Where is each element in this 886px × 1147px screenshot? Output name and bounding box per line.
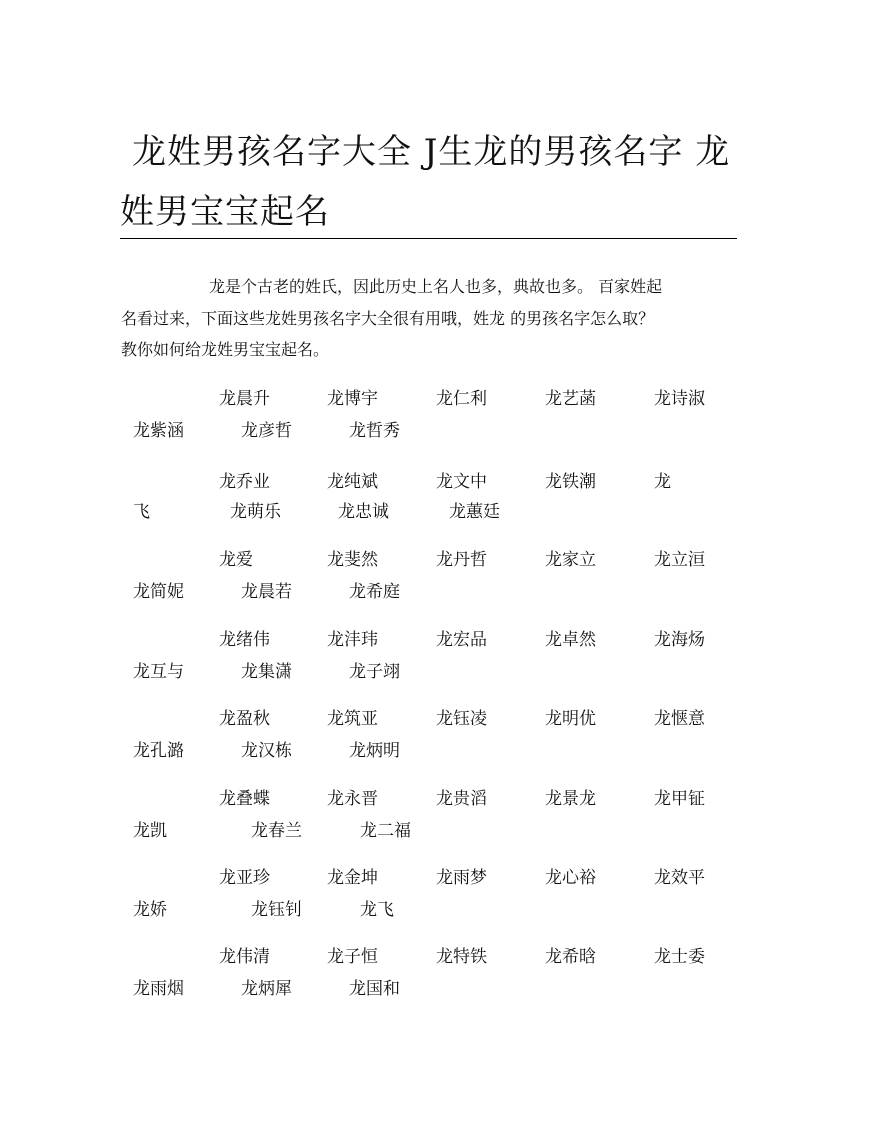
name-item: 龙钰钊 bbox=[251, 900, 302, 920]
name-item: 龙春兰 bbox=[251, 821, 302, 841]
name-item: 龙景龙 bbox=[545, 789, 596, 809]
name-row-secondary bbox=[0, 660, 886, 684]
name-item: 龙萌乐 bbox=[230, 502, 281, 522]
name-row-primary bbox=[0, 548, 886, 572]
name-item: 龙明优 bbox=[545, 709, 596, 729]
name-item: 龙斐然 bbox=[327, 550, 378, 570]
name-item: 龙晨升 bbox=[219, 389, 270, 409]
intro-paragraph bbox=[121, 271, 731, 366]
name-item: 龙娇 bbox=[133, 900, 167, 920]
name-item: 龙亚珍 bbox=[219, 868, 270, 888]
name-row-secondary bbox=[0, 580, 886, 604]
name-item: 龙纯斌 bbox=[327, 472, 378, 492]
name-row-primary bbox=[0, 387, 886, 411]
name-item: 龙诗淑 bbox=[654, 389, 705, 409]
name-item: 龙盈秋 bbox=[219, 709, 270, 729]
name-item: 龙蕙廷 bbox=[449, 502, 500, 522]
name-item: 龙立洹 bbox=[654, 550, 705, 570]
name-item: 龙沣玮 bbox=[327, 630, 378, 650]
name-item: 龙孔潞 bbox=[133, 741, 184, 761]
name-item: 龙叠蝶 bbox=[219, 789, 270, 809]
name-item: 龙互与 bbox=[133, 662, 184, 682]
name-item: 龙卓然 bbox=[545, 630, 596, 650]
title-line-1: 龙姓男孩名字大全 J生龙的男孩名字 龙 bbox=[132, 132, 731, 172]
name-item: 龙贵滔 bbox=[436, 789, 487, 809]
name-item: 龙紫涵 bbox=[133, 421, 184, 441]
name-item: 龙爱 bbox=[219, 550, 253, 570]
name-item: 龙 bbox=[654, 472, 671, 492]
name-item: 龙彦哲 bbox=[241, 421, 292, 441]
name-row-secondary bbox=[0, 819, 886, 843]
name-item: 龙汉栋 bbox=[241, 741, 292, 761]
name-item: 龙特铁 bbox=[436, 947, 487, 967]
name-item: 龙海炀 bbox=[654, 630, 705, 650]
name-item: 龙惬意 bbox=[654, 709, 705, 729]
name-row-primary bbox=[0, 945, 886, 969]
name-item: 龙伟清 bbox=[219, 947, 270, 967]
name-item: 龙丹哲 bbox=[436, 550, 487, 570]
name-item: 龙集潇 bbox=[241, 662, 292, 682]
name-item: 龙雨烟 bbox=[133, 979, 184, 999]
name-row-secondary bbox=[0, 419, 886, 443]
name-item: 龙忠诚 bbox=[338, 502, 389, 522]
name-item: 龙士委 bbox=[654, 947, 705, 967]
intro-line-2: 名看过来，下面这些龙姓男孩名字大全很有用哦，姓龙 的男孩名字怎么取？ bbox=[121, 308, 655, 328]
name-item: 龙国和 bbox=[349, 979, 400, 999]
name-item: 龙希晗 bbox=[545, 947, 596, 967]
name-item: 龙乔业 bbox=[219, 472, 270, 492]
name-item: 龙心裕 bbox=[545, 868, 596, 888]
name-item: 龙筑亚 bbox=[327, 709, 378, 729]
name-item: 龙二福 bbox=[360, 821, 411, 841]
name-item: 龙绪伟 bbox=[219, 630, 270, 650]
name-item: 龙艺菡 bbox=[545, 389, 596, 409]
name-item: 龙宏品 bbox=[436, 630, 487, 650]
name-item: 飞 bbox=[133, 502, 150, 522]
name-item: 龙家立 bbox=[545, 550, 596, 570]
name-item: 龙飞 bbox=[360, 900, 394, 920]
name-item: 龙钰凌 bbox=[436, 709, 487, 729]
name-row-primary bbox=[0, 707, 886, 731]
name-row-secondary bbox=[0, 739, 886, 763]
name-item: 龙简妮 bbox=[133, 582, 184, 602]
name-item: 龙甲钲 bbox=[654, 789, 705, 809]
name-item: 龙子恒 bbox=[327, 947, 378, 967]
intro-line-3: 教你如何给龙姓男宝宝起名。 bbox=[121, 340, 330, 359]
name-item: 龙永晋 bbox=[327, 789, 378, 809]
name-item: 龙仁利 bbox=[436, 389, 487, 409]
name-item: 龙希庭 bbox=[349, 582, 400, 602]
name-row-secondary bbox=[0, 500, 886, 524]
name-item: 龙效平 bbox=[654, 868, 705, 888]
name-row-primary bbox=[0, 787, 886, 811]
name-item: 龙文中 bbox=[436, 472, 487, 492]
name-row-secondary bbox=[0, 898, 886, 922]
name-row-primary bbox=[0, 470, 886, 494]
name-item: 龙金坤 bbox=[327, 868, 378, 888]
name-item: 龙铁潮 bbox=[545, 472, 596, 492]
name-item: 龙凯 bbox=[133, 821, 167, 841]
title-line-2: 姓男宝宝起名 bbox=[120, 192, 330, 232]
name-item: 龙晨若 bbox=[241, 582, 292, 602]
name-item: 龙雨梦 bbox=[436, 868, 487, 888]
name-row-secondary bbox=[0, 977, 886, 1001]
name-item: 龙哲秀 bbox=[349, 421, 400, 441]
name-row-primary bbox=[0, 866, 886, 890]
name-item: 龙博宇 bbox=[327, 389, 378, 409]
document-title bbox=[120, 122, 736, 242]
name-item: 龙子翊 bbox=[349, 662, 400, 682]
name-row-primary bbox=[0, 628, 886, 652]
intro-line-1: 龙是个古老的姓氏，因此历史上名人也多，典故也多。 百家姓起 bbox=[209, 277, 663, 296]
name-item: 龙炳犀 bbox=[241, 979, 292, 999]
name-item: 龙炳明 bbox=[349, 741, 400, 761]
title-underline bbox=[120, 238, 737, 239]
